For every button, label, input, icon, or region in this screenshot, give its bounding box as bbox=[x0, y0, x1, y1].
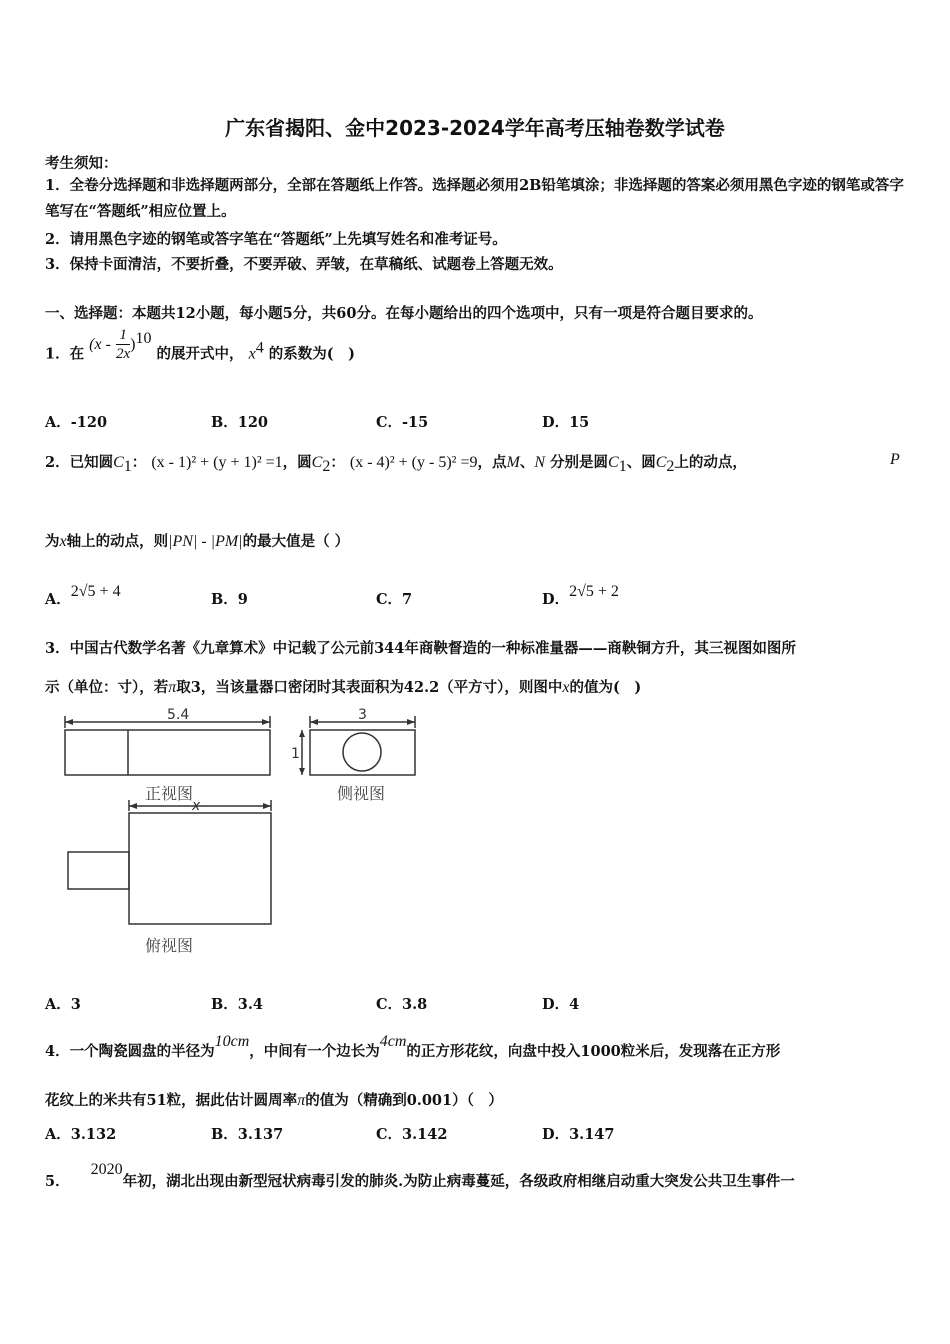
dim-label-x: x bbox=[192, 798, 201, 814]
q2-option-b[interactable]: B．9 bbox=[211, 591, 248, 608]
q2-c2: C bbox=[311, 454, 323, 471]
q5-prefix: 5． bbox=[45, 1173, 70, 1190]
front-view-label: 正视图 bbox=[145, 784, 194, 803]
q2-m: M bbox=[506, 454, 520, 471]
q3-option-c[interactable]: C．3.8 bbox=[376, 996, 428, 1013]
q1-expr-right: ) bbox=[130, 335, 136, 353]
front-view-rect bbox=[65, 730, 270, 775]
q2-expr: |PN| - |PM| bbox=[168, 533, 243, 550]
q2-option-d-label: D． bbox=[542, 591, 570, 608]
q2-line2-suffix: 的最大值是（ ） bbox=[242, 533, 350, 550]
q2-c2-sub: 2 bbox=[322, 457, 331, 475]
q5-year: 2020 bbox=[90, 1161, 123, 1178]
q4-radius: 10cm bbox=[214, 1033, 250, 1050]
q2-eq2: (x - 4)² + (y - 5)² =9 bbox=[349, 454, 478, 471]
side-view-label: 侧视图 bbox=[337, 784, 386, 803]
q1-var: x bbox=[248, 345, 256, 363]
q4-prefix: 4．一个陶瓷圆盘的半径为 bbox=[45, 1043, 215, 1060]
q4-option-c[interactable]: C．3.142 bbox=[376, 1126, 448, 1143]
q1-option-c[interactable]: C．-15 bbox=[376, 414, 429, 431]
q2-point-text: ，点 bbox=[477, 454, 507, 471]
notice-item-1: 1．全卷分选择题和非选择题两部分，全部在答题纸上作答。选择题必须用2B铅笔填涂；非选择题的答案必须用黑色字迹的钢笔或答字笔写在“答题纸”相应位置上。 bbox=[45, 177, 904, 220]
q3-option-b[interactable]: B．3.4 bbox=[211, 996, 263, 1013]
q2-n: N bbox=[534, 454, 545, 471]
q1-var-exp: 4 bbox=[255, 339, 264, 357]
question-3-line-2 bbox=[45, 676, 641, 697]
q2-eq1: (x - 1)² + (y + 1)² =1 bbox=[151, 454, 283, 471]
q4-line2-prefix: 花纹上的米共有51粒，据此估计圆周率 bbox=[45, 1092, 298, 1109]
dim-label-3: 3 bbox=[358, 707, 367, 723]
question-4-line-1 bbox=[45, 1033, 781, 1061]
page-title: 广东省揭阳、金中2023-2024学年高考压轴卷数学试卷 bbox=[225, 116, 725, 140]
q2-prefix: 2．已知圆 bbox=[45, 454, 114, 471]
dim-label-1: 1 bbox=[291, 746, 300, 762]
q3-options bbox=[45, 993, 905, 1015]
q4-options bbox=[45, 1123, 905, 1145]
notice-item-3: 3．保持卡面清洁，不要折叠，不要弄破、弄皱，在草稿纸、试题卷上答题无效。 bbox=[45, 256, 563, 273]
q1-mid: 的展开式中， bbox=[156, 345, 244, 363]
q2-sep: 、 bbox=[519, 454, 535, 471]
q4-option-d[interactable]: D．3.147 bbox=[542, 1126, 615, 1143]
question-3-line-1: 3．中国古代数学名著《九章算术》中记载了公元前344年商鞅督造的一种标准量器——商鞅铜方升，其三视图如图所 bbox=[45, 640, 796, 657]
q3-option-d[interactable]: D．4 bbox=[542, 996, 580, 1013]
q4-suffix: 的正方形花纹，向盘中投入1000粒米后，发现落在正方形 bbox=[406, 1043, 781, 1060]
q3-line2-prefix: 示（单位：寸），若 bbox=[45, 679, 169, 696]
question-4-line-2 bbox=[45, 1089, 503, 1110]
q1-option-b[interactable]: B．120 bbox=[211, 414, 269, 431]
q2-p: P bbox=[890, 451, 900, 468]
q1-exp: 10 bbox=[135, 329, 152, 347]
question-2-line-1 bbox=[45, 451, 747, 476]
q1-expr-left: (x - bbox=[89, 335, 111, 353]
top-view-handle bbox=[68, 852, 129, 889]
q2-line2-prefix: 为 bbox=[45, 533, 60, 550]
q2-c1: C bbox=[113, 454, 124, 471]
q3-option-a[interactable]: A．3 bbox=[45, 996, 81, 1013]
q2-colon-1: ： bbox=[131, 454, 147, 471]
question-5 bbox=[45, 1161, 795, 1191]
top-view-label: 俯视图 bbox=[145, 936, 194, 955]
q1-prefix: 1．在 bbox=[45, 345, 85, 363]
q2-comma-circle: ，圆 bbox=[282, 454, 312, 471]
side-view-circle bbox=[343, 733, 381, 771]
q2-moving-text: 分别是圆 bbox=[550, 454, 609, 471]
q4-side: 4cm bbox=[379, 1033, 407, 1050]
q2-option-a[interactable] bbox=[45, 583, 121, 609]
q1-frac-den: 2x bbox=[115, 346, 131, 362]
section-heading: 一、选择题：本题共12小题，每小题5分，共60分。在每小题给出的四个选项中，只有一项是符合题目要求的。 bbox=[45, 305, 763, 322]
q1-option-a[interactable]: A．-120 bbox=[45, 414, 108, 431]
q2-x: x bbox=[59, 533, 67, 550]
question-2-line-2 bbox=[45, 530, 349, 551]
notice-item-2: 2．请用黑色字迹的钢笔或答字笔在“答题纸”上先填写姓名和准考证号。 bbox=[45, 231, 507, 248]
q2-option-d[interactable] bbox=[542, 583, 619, 609]
q2-c1-ref-sub: 1 bbox=[618, 457, 627, 475]
three-view-figure bbox=[55, 706, 435, 960]
side-view-rect bbox=[310, 730, 415, 775]
q2-c2-ref: C bbox=[655, 454, 667, 471]
q1-option-d[interactable]: D．15 bbox=[542, 414, 590, 431]
q3-x: x bbox=[562, 679, 570, 696]
q5-text: 年初，湖北出现由新型冠状病毒引发的肺炎.为防止病毒蔓延，各级政府相继启动重大突发公共卫生事件一 bbox=[122, 1173, 795, 1190]
q3-line2-suffix: 取3，当该量器口密闭时其表面积为42.2（平方寸），则图中 bbox=[176, 679, 563, 696]
q1-suffix: 的系数为( ) bbox=[268, 345, 356, 363]
q2-c2-ref-sub: 2 bbox=[666, 457, 675, 475]
q2-colon-2: ： bbox=[330, 454, 345, 471]
q2-option-d-math: 2√5 + 2 bbox=[569, 583, 619, 600]
q4-line2-suffix: 的值为（精确到0.001）（ ） bbox=[305, 1092, 503, 1109]
q2-c1-sub: 1 bbox=[123, 457, 132, 475]
q3-pi: π bbox=[168, 679, 177, 696]
q2-option-a-math: 2√5 + 4 bbox=[70, 583, 121, 600]
q2-line2-mid: 轴上的动点，则 bbox=[66, 533, 169, 550]
q2-c1-ref: C bbox=[608, 454, 619, 471]
q4-option-a[interactable]: A．3.132 bbox=[45, 1126, 117, 1143]
q2-option-a-label: A． bbox=[45, 591, 71, 608]
q2-sep2: 、圆 bbox=[626, 454, 656, 471]
q2-options bbox=[45, 583, 905, 610]
q2-on-text: 上的动点， bbox=[674, 454, 747, 471]
q4-option-b[interactable]: B．3.137 bbox=[211, 1126, 284, 1143]
q2-option-c[interactable]: C．7 bbox=[376, 591, 413, 608]
q1-fraction bbox=[116, 326, 130, 363]
notice-heading: 考生须知： bbox=[45, 155, 118, 172]
q4-pi: π bbox=[297, 1092, 306, 1109]
dim-label-5-4: 5.4 bbox=[167, 707, 190, 723]
question-1 bbox=[45, 327, 356, 373]
q1-options bbox=[45, 411, 905, 433]
q1-frac-num: 1 bbox=[116, 326, 130, 345]
top-view-rect bbox=[129, 813, 271, 924]
q3-line2-end: 的值为( ) bbox=[569, 679, 642, 696]
q4-mid: ，中间有一个边长为 bbox=[249, 1043, 380, 1060]
